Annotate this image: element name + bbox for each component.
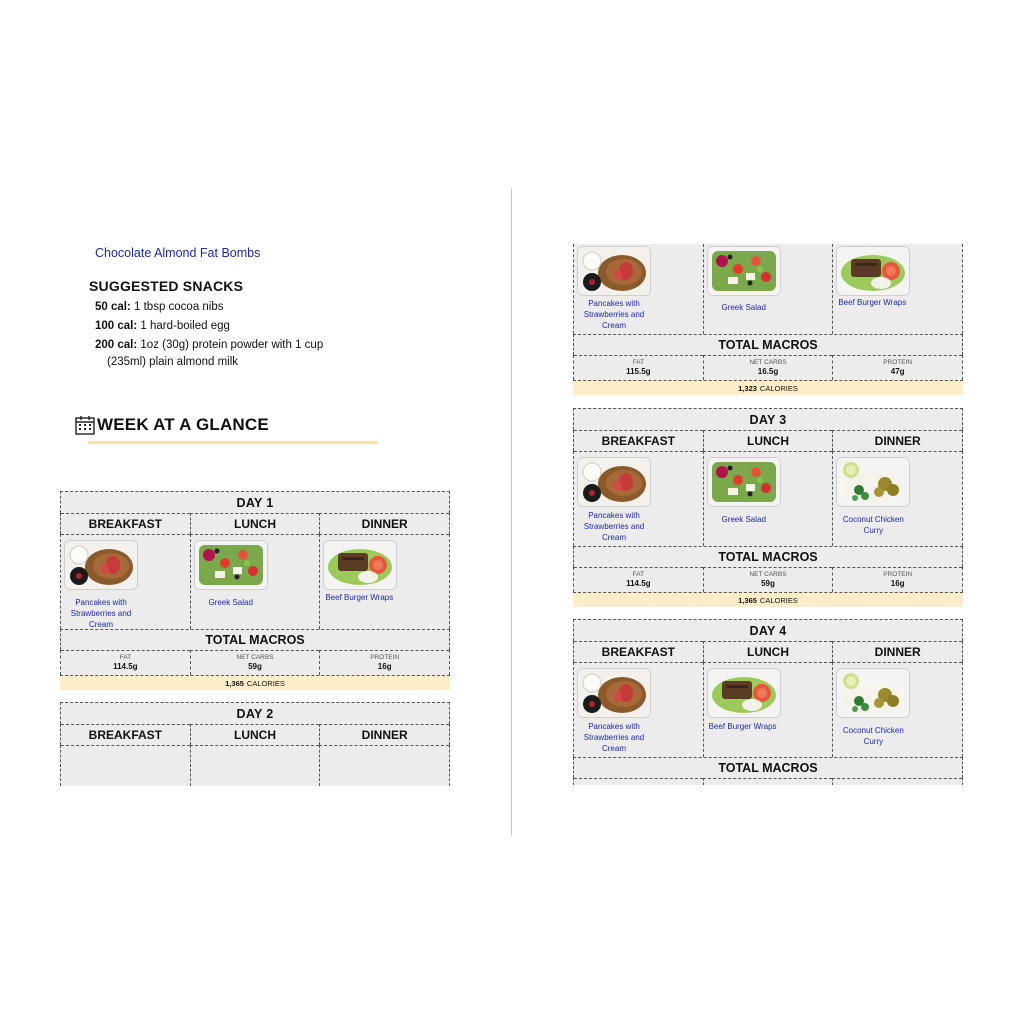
dinner-link[interactable]: Coconut Chicken Curry [842, 515, 904, 535]
protein-cell [319, 650, 449, 675]
dinner-heading: DINNER [319, 724, 449, 745]
net-carbs-cell [190, 650, 320, 675]
day-2-table-continued [573, 244, 963, 395]
protein-value: 47g [890, 367, 905, 376]
breakfast-cell [574, 662, 703, 757]
net-carbs-value: 59g [248, 662, 262, 671]
calories-value: 1,323 [738, 383, 757, 393]
dinner-cell [832, 451, 962, 546]
net-carbs-label: NET CARBS [749, 571, 787, 578]
dinner-link[interactable]: Beef Burger Wraps [325, 593, 394, 602]
breakfast-link[interactable]: Pancakes with Strawberries and Cream [583, 299, 645, 330]
total-macros-heading: TOTAL MACROS [573, 546, 963, 567]
greek-salad-image [707, 457, 781, 507]
net-carbs-value: 16.5g [757, 367, 779, 376]
protein-label: PROTEIN [883, 571, 913, 578]
suggested-snacks-heading: SUGGESTED SNACKS [89, 278, 244, 294]
beef-burger-image [707, 668, 781, 718]
day-title: DAY 4 [573, 619, 963, 641]
dinner-cell [319, 745, 449, 786]
fat-label: FAT [632, 571, 645, 578]
dinner-link[interactable]: Coconut Chicken Curry [842, 726, 904, 746]
net-carbs-cell [703, 567, 833, 592]
lunch-cell [703, 662, 833, 757]
day-title: DAY 2 [60, 702, 450, 724]
fat-cell [574, 355, 703, 380]
dinner-heading: DINNER [832, 430, 962, 451]
fat-label: FAT [119, 654, 132, 661]
beef-burger-image [323, 540, 397, 590]
dinner-link[interactable]: Beef Burger Wraps [838, 298, 907, 307]
fat-value: 114.5g [113, 662, 138, 671]
day-4-table [573, 619, 963, 785]
snack-calories: 100 cal: [95, 320, 138, 332]
day-2-table-partial [60, 702, 450, 786]
protein-value: 16g [377, 662, 392, 671]
fat-label: FAT [632, 359, 645, 366]
total-macros-heading: TOTAL MACROS [573, 757, 963, 778]
calories-value: 1,365 [225, 678, 244, 688]
calories-band [573, 380, 963, 395]
protein-label: PROTEIN [883, 359, 913, 366]
lunch-link[interactable]: Beef Burger Wraps [708, 722, 777, 731]
snack-item [95, 298, 395, 317]
snack-list [95, 298, 395, 370]
breakfast-link[interactable]: Pancakes with Strawberries and Cream [70, 598, 132, 629]
dinner-cell [832, 662, 962, 757]
fat-cell [574, 778, 703, 785]
lunch-heading: LUNCH [703, 430, 833, 451]
breakfast-heading: BREAKFAST [61, 724, 190, 745]
breakfast-heading: BREAKFAST [574, 641, 703, 662]
calories-label: CALORIES [246, 678, 285, 688]
total-macros-heading: TOTAL MACROS [60, 629, 450, 650]
day-3-table [573, 408, 963, 607]
snack-text: 1oz (30g) protein powder with 1 cup [137, 339, 324, 351]
calories-band [573, 592, 963, 607]
coconut-curry-image [836, 457, 910, 507]
dinner-heading: DINNER [319, 513, 449, 534]
beef-burger-image [836, 246, 910, 296]
calories-band [60, 675, 450, 690]
breakfast-cell [574, 244, 703, 334]
fat-value: 114.5g [626, 579, 651, 588]
fat-value: 115.5g [626, 367, 651, 376]
week-title-text: WEEK AT A GLANCE [97, 415, 269, 434]
snack-item-continuation: (235ml) plain almond milk [107, 356, 239, 368]
dinner-cell [319, 534, 449, 629]
breakfast-link[interactable]: Pancakes with Strawberries and Cream [583, 722, 645, 753]
lunch-link[interactable]: Greek Salad [208, 598, 253, 607]
breakfast-cell [574, 451, 703, 546]
calendar-icon [75, 415, 95, 435]
protein-cell [832, 355, 962, 380]
lunch-cell [190, 534, 320, 629]
breakfast-heading: BREAKFAST [574, 430, 703, 451]
day-title: DAY 1 [60, 491, 450, 513]
greek-salad-image [194, 540, 268, 590]
lunch-cell [703, 451, 833, 546]
page-divider [511, 188, 512, 836]
lunch-link[interactable]: Greek Salad [721, 303, 766, 312]
fat-cell [61, 650, 190, 675]
heading-underline [88, 441, 378, 444]
lunch-cell [190, 745, 320, 786]
week-at-a-glance-heading [75, 415, 269, 435]
lunch-link[interactable]: Greek Salad [721, 515, 766, 524]
snack-item [95, 317, 395, 336]
lunch-heading: LUNCH [190, 513, 320, 534]
breakfast-heading: BREAKFAST [61, 513, 190, 534]
greek-salad-image [707, 246, 781, 296]
pancakes-image [577, 457, 651, 507]
net-carbs-cell [703, 778, 833, 785]
lunch-heading: LUNCH [703, 641, 833, 662]
lunch-cell [703, 244, 833, 334]
snack-text: 1 hard-boiled egg [137, 320, 230, 332]
calories-label: CALORIES [759, 383, 798, 393]
breakfast-cell [61, 745, 190, 786]
pancakes-image [577, 668, 651, 718]
net-carbs-cell [703, 355, 833, 380]
snack-calories: 50 cal: [95, 301, 131, 313]
lunch-heading: LUNCH [190, 724, 320, 745]
breakfast-cell [61, 534, 190, 629]
protein-cell [832, 567, 962, 592]
coconut-curry-image [836, 668, 910, 718]
dinner-heading: DINNER [832, 641, 962, 662]
total-macros-heading: TOTAL MACROS [573, 334, 963, 355]
net-carbs-label: NET CARBS [236, 654, 274, 661]
pancakes-image [577, 246, 651, 296]
net-carbs-label: NET CARBS [749, 359, 787, 366]
snack-calories: 200 cal: [95, 339, 138, 351]
fat-cell [574, 567, 703, 592]
breakfast-link[interactable]: Pancakes with Strawberries and Cream [583, 511, 645, 542]
recipe-link[interactable]: Chocolate Almond Fat Bombs [95, 246, 261, 260]
snack-item [95, 336, 395, 355]
dinner-cell [832, 244, 962, 334]
calories-value: 1,365 [738, 595, 757, 605]
protein-cell [832, 778, 962, 785]
day-1-table [60, 491, 450, 690]
snack-text: 1 tbsp cocoa nibs [130, 301, 224, 313]
calories-label: CALORIES [759, 595, 798, 605]
day-title: DAY 3 [573, 408, 963, 430]
net-carbs-value: 59g [761, 579, 775, 588]
protein-label: PROTEIN [370, 654, 400, 661]
pancakes-image [64, 540, 138, 590]
protein-value: 16g [890, 579, 905, 588]
